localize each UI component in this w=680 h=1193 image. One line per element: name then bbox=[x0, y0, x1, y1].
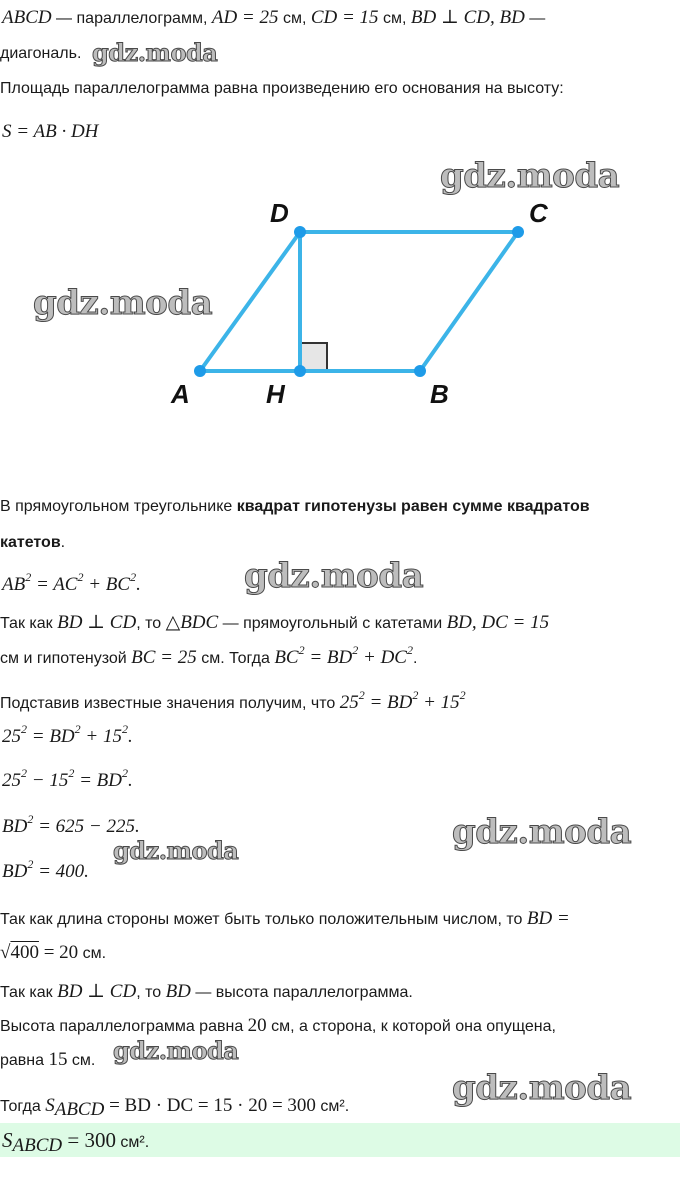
watermark: gdz.moda bbox=[92, 38, 218, 67]
watermark: gdz.moda bbox=[33, 283, 213, 323]
height2-line1: Высота параллелограмма равна 20 см, а сторона, к которой она опущена, bbox=[0, 1015, 556, 1036]
height2-line2: равна 15 см. bbox=[0, 1049, 96, 1070]
label-d: D bbox=[270, 198, 289, 228]
answer-box bbox=[0, 1123, 680, 1157]
parallelogram-outline bbox=[200, 232, 518, 371]
watermark: gdz.moda bbox=[244, 556, 424, 596]
point-c bbox=[512, 226, 524, 238]
watermark: gdz.moda bbox=[113, 836, 239, 865]
watermark: gdz.moda bbox=[452, 1068, 632, 1108]
area-intro: Площадь параллелограмма равна произведению его основания на высоту: bbox=[0, 80, 564, 97]
point-h bbox=[294, 365, 306, 377]
bd-perp-line1: Так как BD ⊥ CD, то △BDC — прямоугольный с катетами BD, DC = 15 bbox=[0, 612, 550, 633]
final-calc-line: Тогда $S_{ABCD}$ = BD · DC = 15 · 20 = 300 см². bbox=[0, 1095, 350, 1120]
substitute-line: Подставив известные значения получим, что $25^2 = BD^2 + 15^2$ bbox=[0, 688, 466, 713]
answer-line: $S_{ABCD} = 300$ см². bbox=[2, 1128, 150, 1156]
point-b bbox=[414, 365, 426, 377]
positive-line1: Так как длина стороны может быть только положительным числом, то BD = bbox=[0, 908, 570, 929]
label-b: B bbox=[430, 379, 449, 409]
label-h: H bbox=[266, 379, 285, 409]
watermark: gdz.moda bbox=[440, 156, 620, 196]
equation-4: $BD^2 = 400$. bbox=[2, 857, 89, 882]
equation-2: $25^2 - 15^2 = BD^2$. bbox=[2, 766, 133, 791]
equation-1: $25^2 = BD^2 + 15^2$. bbox=[2, 722, 133, 747]
pythagoras-line2: катетов. bbox=[0, 534, 66, 551]
label-a: A bbox=[171, 379, 190, 409]
label-c: C bbox=[529, 198, 548, 228]
problem-statement-cont: диагональ. bbox=[0, 45, 82, 62]
pythagoras-line1: В прямоугольном треугольнике квадрат гипотенузы равен сумме квадратов bbox=[0, 498, 590, 515]
positive-line2: √400 = 20 см. bbox=[0, 942, 107, 963]
formula-ab: $AB^2 = AC^2 + BC^2$. bbox=[2, 570, 141, 595]
point-a bbox=[194, 365, 206, 377]
watermark: gdz.moda bbox=[113, 1036, 239, 1065]
equation-3: $BD^2 = 625 - 225$. bbox=[2, 812, 140, 837]
parallelogram-figure bbox=[0, 190, 680, 420]
bd-perp-line2: см и гипотенузой BC = 25 см. Тогда $BC^2 = BD^2 + DC^2$. bbox=[0, 643, 418, 668]
area-formula: S = AB · DH bbox=[2, 121, 99, 142]
watermark: gdz.moda bbox=[452, 812, 632, 852]
point-d bbox=[294, 226, 306, 238]
height-line: Так как BD ⊥ CD, то BD — высота параллелограмма. bbox=[0, 981, 413, 1002]
problem-statement: ABCD — параллелограмм, AD = 25 см, CD = 15 см, BD ⊥ CD, BD — bbox=[2, 7, 546, 28]
